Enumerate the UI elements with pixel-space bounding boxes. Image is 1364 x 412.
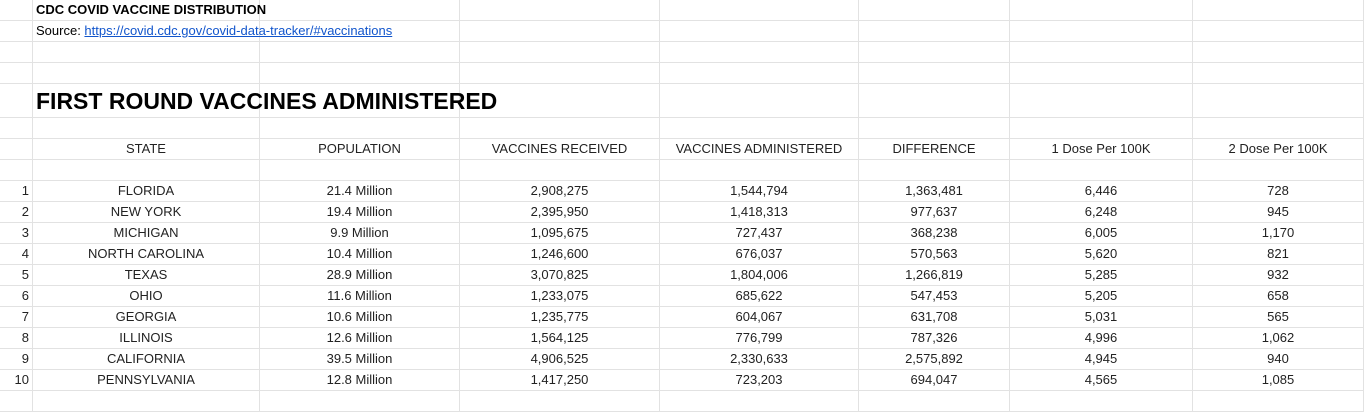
cell-state[interactable]: TEXAS: [124, 267, 168, 282]
row-number[interactable]: 2: [21, 204, 29, 219]
row-number[interactable]: 4: [21, 246, 29, 261]
cell-2-dose-per-100k[interactable]: 1,085: [1261, 372, 1295, 387]
cell-vaccines-administered[interactable]: 1,544,794: [730, 183, 788, 198]
cell-1-dose-per-100k[interactable]: 5,285: [1084, 267, 1118, 282]
cell-difference[interactable]: 1,266,819: [905, 267, 963, 282]
cell-difference[interactable]: 977,637: [910, 204, 958, 219]
row-number[interactable]: 3: [21, 225, 29, 240]
cell-population[interactable]: 9.9 Million: [330, 225, 389, 240]
table-row: [0, 222, 1364, 243]
cell-difference[interactable]: 1,363,481: [905, 183, 963, 198]
row-number[interactable]: 7: [21, 309, 29, 324]
source-link[interactable]: https://covid.cdc.gov/covid-data-tracker/#vaccinations: [84, 23, 393, 38]
cell-1-dose-per-100k[interactable]: 4,996: [1084, 330, 1118, 345]
cell-2-dose-per-100k[interactable]: 1,062: [1261, 330, 1295, 345]
table-row: [0, 285, 1364, 306]
cell-2-dose-per-100k[interactable]: 565: [1267, 309, 1289, 324]
cell-2-dose-per-100k[interactable]: 945: [1267, 204, 1289, 219]
cell-difference[interactable]: 787,326: [910, 330, 958, 345]
table-row: [0, 369, 1364, 390]
cell-population[interactable]: 11.6 Million: [327, 288, 392, 303]
cell-vaccines-received[interactable]: 1,233,075: [530, 288, 589, 303]
source-cell[interactable]: [36, 21, 392, 41]
cell-state[interactable]: PENNSYLVANIA: [97, 372, 195, 387]
section-heading[interactable]: FIRST ROUND VACCINES ADMINISTERED: [36, 88, 498, 114]
cell-difference[interactable]: 368,238: [910, 225, 958, 240]
table-row: [0, 264, 1364, 285]
cell-1-dose-per-100k[interactable]: 5,205: [1084, 288, 1118, 303]
cell-vaccines-administered[interactable]: 1,804,006: [730, 267, 788, 282]
cell-vaccines-administered[interactable]: 2,330,633: [730, 351, 788, 366]
cell-state[interactable]: OHIO: [129, 288, 163, 303]
cell-2-dose-per-100k[interactable]: 932: [1267, 267, 1289, 282]
cell-vaccines-received[interactable]: 1,564,125: [530, 330, 589, 345]
row-number[interactable]: 8: [21, 330, 29, 345]
column-header-state[interactable]: STATE: [126, 141, 166, 156]
cell-1-dose-per-100k[interactable]: 5,620: [1084, 246, 1118, 261]
column-header-vaccines-administered[interactable]: VACCINES ADMINISTERED: [675, 141, 843, 156]
cell-state[interactable]: ILLINOIS: [119, 330, 173, 345]
cell-vaccines-received[interactable]: 3,070,825: [530, 267, 589, 282]
cell-population[interactable]: 12.8 Million: [326, 372, 393, 387]
cell-vaccines-received[interactable]: 2,908,275: [530, 183, 589, 198]
cell-vaccines-received[interactable]: 1,235,775: [530, 309, 589, 324]
cell-difference[interactable]: 631,708: [910, 309, 958, 324]
cell-population[interactable]: 39.5 Million: [326, 351, 393, 366]
cell-1-dose-per-100k[interactable]: 6,248: [1084, 204, 1118, 219]
table-row: [0, 327, 1364, 348]
cell-vaccines-received[interactable]: 4,906,525: [530, 351, 589, 366]
table-row: [0, 306, 1364, 327]
table-row: [0, 180, 1364, 201]
column-header-1-dose[interactable]: 1 Dose Per 100K: [1051, 141, 1151, 156]
cell-state[interactable]: FLORIDA: [117, 183, 175, 198]
source-label: Source:: [36, 23, 85, 38]
cell-population[interactable]: 19.4 Million: [326, 204, 393, 219]
column-header-population[interactable]: POPULATION: [318, 141, 401, 156]
cell-population[interactable]: 10.4 Million: [326, 246, 393, 261]
cell-population[interactable]: 10.6 Million: [326, 309, 393, 324]
cell-difference[interactable]: 2,575,892: [905, 351, 963, 366]
row-number[interactable]: 6: [21, 288, 29, 303]
cell-vaccines-administered[interactable]: 723,203: [735, 372, 783, 387]
cell-2-dose-per-100k[interactable]: 1,170: [1261, 225, 1295, 240]
cell-1-dose-per-100k[interactable]: 6,446: [1084, 183, 1118, 198]
cell-state[interactable]: GEORGIA: [115, 309, 177, 324]
cell-2-dose-per-100k[interactable]: 728: [1267, 183, 1289, 198]
cell-population[interactable]: 21.4 Million: [326, 183, 393, 198]
cell-vaccines-administered[interactable]: 604,067: [735, 309, 783, 324]
cell-vaccines-administered[interactable]: 676,037: [735, 246, 783, 261]
cell-2-dose-per-100k[interactable]: 658: [1267, 288, 1289, 303]
column-header-vaccines-received[interactable]: VACCINES RECEIVED: [491, 141, 628, 156]
cell-2-dose-per-100k[interactable]: 821: [1267, 246, 1289, 261]
column-header-difference[interactable]: DIFFERENCE: [892, 141, 976, 156]
column-header-2-dose[interactable]: 2 Dose Per 100K: [1228, 141, 1328, 156]
cell-population[interactable]: 28.9 Million: [326, 267, 393, 282]
row-number[interactable]: 9: [21, 351, 29, 366]
cell-vaccines-received[interactable]: 1,246,600: [530, 246, 589, 261]
table-row: [0, 201, 1364, 222]
cell-vaccines-administered[interactable]: 727,437: [735, 225, 783, 240]
cell-difference[interactable]: 547,453: [910, 288, 958, 303]
cell-state[interactable]: NEW YORK: [110, 204, 182, 219]
cell-1-dose-per-100k[interactable]: 4,565: [1084, 372, 1118, 387]
row-number[interactable]: 5: [21, 267, 29, 282]
cell-2-dose-per-100k[interactable]: 940: [1267, 351, 1289, 366]
cell-vaccines-administered[interactable]: 1,418,313: [730, 204, 788, 219]
cell-vaccines-administered[interactable]: 776,799: [735, 330, 783, 345]
cell-difference[interactable]: 694,047: [910, 372, 958, 387]
sheet-title[interactable]: CDC COVID VACCINE DISTRIBUTION: [36, 2, 267, 17]
row-number[interactable]: 1: [21, 183, 29, 198]
cell-vaccines-received[interactable]: 2,395,950: [530, 204, 589, 219]
table-row: [0, 348, 1364, 369]
table-row: [0, 243, 1364, 264]
cell-state[interactable]: NORTH CAROLINA: [87, 246, 205, 261]
cell-1-dose-per-100k[interactable]: 5,031: [1084, 309, 1118, 324]
cell-vaccines-received[interactable]: 1,417,250: [530, 372, 589, 387]
cell-1-dose-per-100k[interactable]: 4,945: [1084, 351, 1118, 366]
cell-state[interactable]: CALIFORNIA: [106, 351, 185, 366]
row-number[interactable]: 10: [14, 372, 29, 387]
cell-difference[interactable]: 570,563: [910, 246, 958, 261]
cell-state[interactable]: MICHIGAN: [113, 225, 179, 240]
cell-vaccines-administered[interactable]: 685,622: [735, 288, 783, 303]
cell-vaccines-received[interactable]: 1,095,675: [530, 225, 589, 240]
cell-population[interactable]: 12.6 Million: [326, 330, 393, 345]
cell-1-dose-per-100k[interactable]: 6,005: [1084, 225, 1118, 240]
